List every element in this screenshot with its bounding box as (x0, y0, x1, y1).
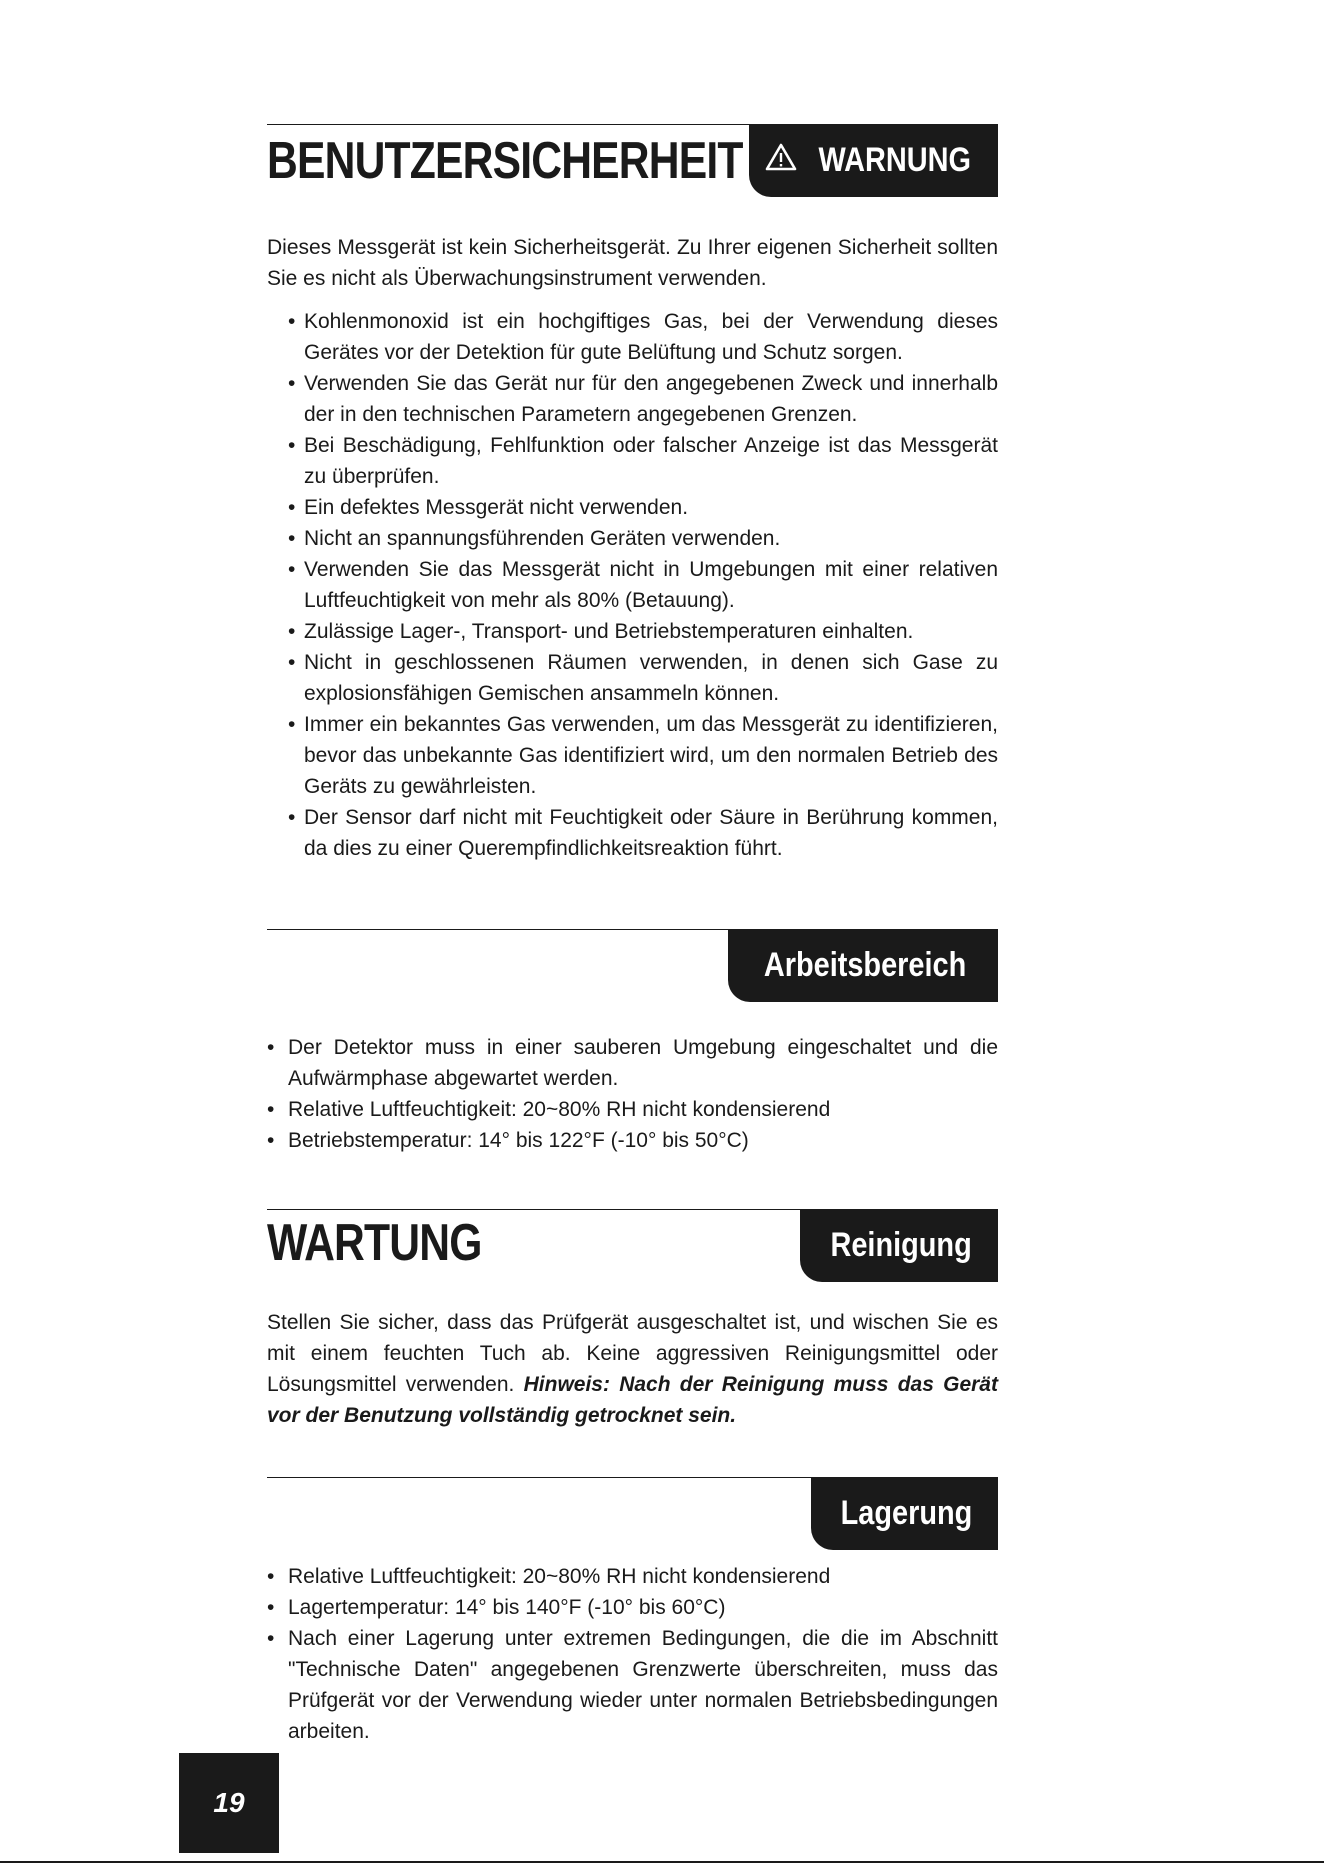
list-item: • Lagertemperatur: 14° bis 140°F (-10° bis 60°C) (267, 1592, 998, 1623)
work-area-tag: Arbeitsbereich (728, 929, 998, 1002)
storage-tag: Lagerung (811, 1477, 998, 1550)
list-item: • Nicht in geschlossenen Räumen verwenden, in denen sich Gase zu explosionsfähigen Gemischen ansammeln können. (288, 647, 998, 709)
safety-section (267, 232, 998, 864)
work-area-list (267, 1032, 998, 1156)
list-item: • Immer ein bekanntes Gas verwenden, um das Messgerät zu identifizieren, bevor das unbekannte Gas identifiziert wird, um den normalen Betrieb des Geräts zu gewährleisten. (288, 709, 998, 802)
list-item: • Nicht an spannungsführenden Geräten verwenden. (288, 523, 998, 554)
storage-section (267, 1561, 998, 1747)
cleaning-section (267, 1307, 998, 1431)
safety-title: BENUTZERSICHERHEIT (267, 132, 743, 190)
list-item: • Der Detektor muss in einer sauberen Umgebung eingeschaltet und die Aufwärmphase abgewartet werden. (267, 1032, 998, 1094)
warning-triangle-icon (765, 141, 797, 180)
list-item: • Relative Luftfeuchtigkeit: 20~80% RH nicht kondensierend (267, 1094, 998, 1125)
list-item: • Ein defektes Messgerät nicht verwenden. (288, 492, 998, 523)
cleaning-note: Hinweis: Nach der Reinigung muss das Gerät vor der Benutzung vollständig getrocknet sein. (267, 1373, 998, 1427)
safety-list (288, 306, 998, 864)
list-item: • Relative Luftfeuchtigkeit: 20~80% RH nicht kondensierend (267, 1561, 998, 1592)
safety-intro: Dieses Messgerät ist kein Sicherheitsgerät. Zu Ihrer eigenen Sicherheit sollten Sie es nicht als Überwachungsinstrument verwenden. (267, 236, 998, 290)
list-item: • Der Sensor darf nicht mit Feuchtigkeit oder Säure in Berührung kommen, da dies zu einer Querempfindlichkeitsreaktion führt. (288, 802, 998, 864)
list-item: • Kohlenmonoxid ist ein hochgiftiges Gas, bei der Verwendung dieses Gerätes vor der Detektion für gute Belüftung und Schutz sorgen. (288, 306, 998, 368)
work-area-section (267, 1032, 998, 1156)
list-item: • Verwenden Sie das Gerät nur für den angegebenen Zweck und innerhalb der in den technischen Parametern angegebenen Grenzen. (288, 368, 998, 430)
list-item: • Zulässige Lager-, Transport- und Betriebstemperaturen einhalten. (288, 616, 998, 647)
warning-label: WARNUNG (818, 141, 971, 179)
list-item: • Nach einer Lagerung unter extremen Bedingungen, die die im Abschnitt "Technische Daten" angegebenen Grenzwerte überschreiten, muss das Prüfgerät vor der Verwendung wieder unter normalen Betriebsbedingungen arbeiten. (267, 1623, 998, 1747)
page-number: 19 (179, 1753, 279, 1853)
warning-tag (749, 124, 998, 197)
cleaning-tag: Reinigung (800, 1209, 998, 1282)
list-item: • Bei Beschädigung, Fehlfunktion oder falscher Anzeige ist das Messgerät zu überprüfen. (288, 430, 998, 492)
storage-list (267, 1561, 998, 1747)
maintenance-title: WARTUNG (267, 1214, 482, 1272)
list-item: • Betriebstemperatur: 14° bis 122°F (-10° bis 50°C) (267, 1125, 998, 1156)
cleaning-text: Stellen Sie sicher, dass das Prüfgerät ausgeschaltet ist, und wischen Sie es mit einem feuchten Tuch ab. Keine aggressiven Reinigungsmittel oder Lösungsmittel verwenden. Hinweis: Nach der Reinigung muss das Gerät vor der Benutzung vollständig getrocknet sein. (267, 1311, 998, 1427)
page-bottom-rule (0, 1861, 1324, 1863)
list-item: • Verwenden Sie das Messgerät nicht in Umgebungen mit einer relativen Luftfeuchtigkeit von mehr als 80% (Betauung). (288, 554, 998, 616)
